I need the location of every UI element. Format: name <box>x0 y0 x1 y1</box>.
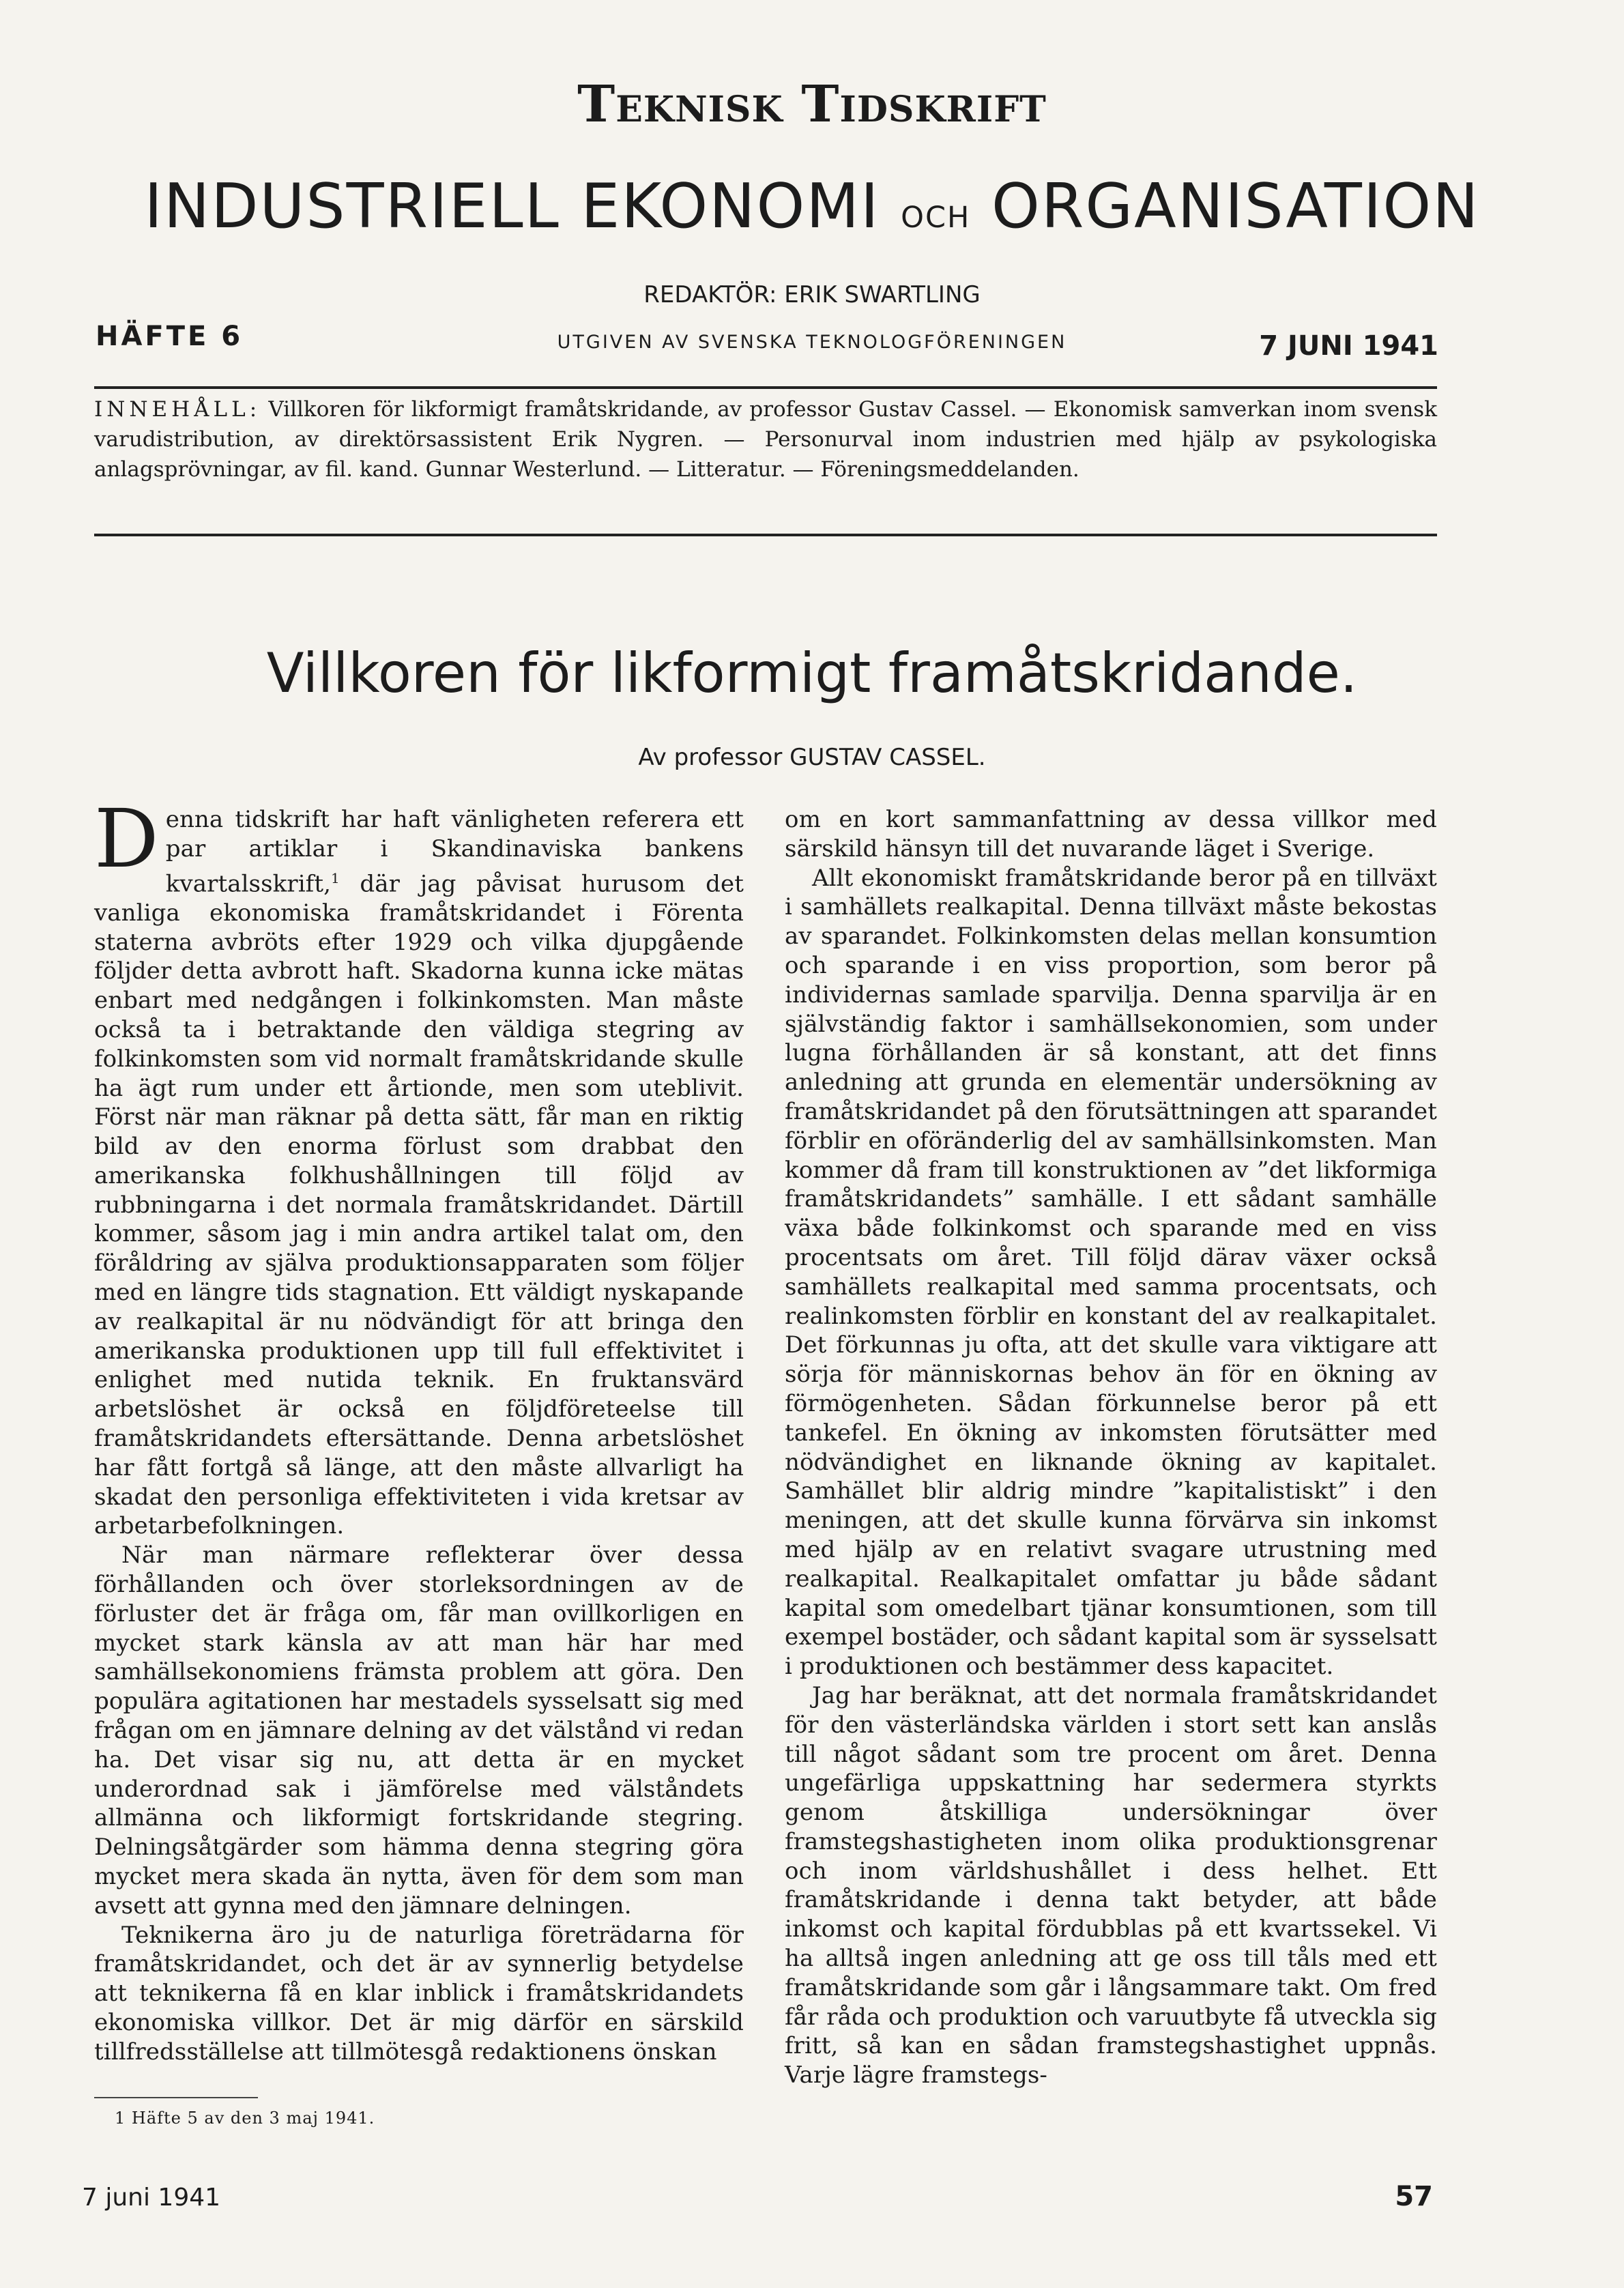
contents-text: Villkoren för likformigt framåtskridande, av professor Gustav Cassel. — Ekonomisk samverkan inom svensk varudistribution, av direktörsassistent Erik Nygren. — Personurval inom industrien med hjälp av psykologiska anlagsprövningar, av fil. kand. Gunnar Westerlund. — Litteratur. — Föreningsmeddelanden. <box>94 397 1437 482</box>
table-of-contents <box>94 394 1437 484</box>
drop-cap: D <box>94 792 159 886</box>
paragraph-text: enna tidskrift har haft vänligheten referera ett par artiklar i Skandinaviska bankens kvartalsskrift, <box>165 806 744 897</box>
publisher-line: UTGIVEN AV SVENSKA TEKNOLOGFÖRENINGEN <box>557 332 1067 353</box>
paragraph: När man närmare reflekterar över dessa förhållanden och över storleksordningen av de förluster det är fråga om, får man ovillkorligen en mycket stark känsla av att man här har med samhällsekonomiens främsta problem att göra. Den populära agitationen har mestadels sysselsatt sig med frågan om en jämnare delning av det välstånd vi redan ha. Det visar sig nu, att detta är en mycket underordnad sak i jämförelse med välståndets allmänna och likformigt fortskridande stegring. Delningsåtgärder som hämma denna stegring göra mycket mera skada än nytta, även för dem som man avsett att gynna med den jämnare delningen. <box>94 1541 744 1920</box>
issue-date: 7 JUNI 1941 <box>1259 330 1438 362</box>
paragraph: om en kort sammanfattning av dessa villkor med särskild hänsyn till det nuvarande läget i Sverige. <box>785 806 1437 863</box>
footer-date: 7 juni 1941 <box>82 2184 221 2212</box>
issue-number: HÄFTE 6 <box>96 321 244 352</box>
paragraph: Allt ekonomiskt framåtskridande beror på en tillväxt i samhällets realkapital. Denna tillväxt måste bekostas av sparandet. Folkinkomsten delas mellan konsumtion och sparande i en viss proportion, som beror på individernas samlade sparvilja. Denna sparvilja är en självständig faktor i samhällsekonomien, som under lugna förhållanden är så konstant, att det finns anledning att grunda en elementär undersökning av framåtskridandet på den förutsättningen att sparandet förblir en oföränderlig del av samhällsinkomsten. Man kommer då fram till konstruktionen av ”det likformiga framåtskridandets” samhälle. I ett sådant samhälle växa både folkinkomst och sparande med en viss procentsats om året. Till följd därav växer också samhällets realkapital med samma procentsats, och realinkomsten förblir en konstant del av realkapitalet. Det förkunnas ju ofta, att det skulle vara viktigare att sörja för människornas behov än för en ökning av förmögenheten. Sådan förkunnelse beror på ett tankefel. En ökning av inkomsten förutsätter med nödvändighet en liknande ökning av kapitalet. Samhället blir aldrig mindre ”kapitalistiskt” i den meningen, att det skulle kunna förvärva sin inkomst med hjälp av en relativt svagare utrustning med realkapital. Realkapitalet omfattar ju både sådant kapital som omedelbart tjänar konsumtionen, som till exempel bostäder, och sådant kapital som är sysselsatt i produktionen och bestämmer dess kapacitet. <box>785 864 1437 1681</box>
contents-top-rule <box>94 386 1437 389</box>
section-title-part-a: INDUSTRIELL EKONOMI <box>144 171 880 242</box>
editor-line: REDAKTÖR: ERIK SWARTLING <box>643 281 981 308</box>
paragraph-text: där jag påvisat hurusom det vanliga ekonomiska framåtskridandet i Förenta staterna avbröts efter 1929 och vilka djupgående följder detta avbrott haft. Skadorna kunna icke mätas enbart med nedgången i folkinkomsten. Man måste också ta i betraktande den väldiga stegring av folkinkomsten som vid normalt framåtskridande skulle ha ägt rum under ett årtionde, men som uteblivit. Först när man räknar på detta sätt, får man en riktig bild av den enorma förlust som drabbat den amerikanska folkhushållningen till följd av rubbningarna i det normala framåtskridandet. Därtill kommer, såsom jag i min andra artikel talat om, den föråldring av själva produktionsapparaten som följer med en längre tids stagnation. Ett väldigt nyskapande av realkapital är nu nödvändigt för att bringa den amerikanska produktionen upp till full effektivitet i enlighet med nutida teknik. En fruktansvärd arbetslöshet är också en följdföreteelse till framåtskridandets eftersättande. Denna arbetslöshet har fått fortgå så länge, att den måste allvarligt ha skadat den personliga effektiviteten i vida kretsar av arbetarbefolkningen. <box>94 869 744 1540</box>
page-number: 57 <box>1395 2181 1433 2212</box>
journal-title: Teknisk Tidskrift <box>577 75 1047 134</box>
footnote: 1 Häfte 5 av den 3 maj 1941. <box>115 2109 375 2128</box>
contents-bottom-rule <box>94 534 1437 536</box>
footnote-marker: 1 <box>331 869 340 886</box>
footnote-rule <box>94 2097 258 2098</box>
section-title <box>0 171 1624 242</box>
section-title-och: och <box>901 188 971 237</box>
article-column-left <box>94 792 744 2067</box>
contents-lead: INNEHÅLL: <box>94 397 261 422</box>
paragraph <box>94 792 744 1541</box>
paragraph: Jag har beräknat, att det normala framåtskridandet för den västerländska världen i stort sett kan anslås till något sådant som tre procent om året. Denna ungefärliga uppskattning har sedermera styrkts genom åtskilliga undersökningar över framstegshastigheten inom olika produktionsgrenar och inom världshushållet i dess helhet. Ett framåtskridande i denna takt betyder, att både inkomst och kapital fördubblas på ett kvartssekel. Vi ha alltså ingen anledning att ge oss till tåls med ett framåtskridande som går i långsammare takt. Om fred får råda och produktion och varuutbyte få utveckla sig fritt, så kan en sådan framstegshastighet uppnås. Varje lägre framstegs- <box>785 1681 1437 2089</box>
paragraph: Teknikerna äro ju de naturliga företrädarna för framåtskridandet, och det är av synnerlig betydelse att teknikerna få en klar inblick i framåtskridandets ekonomiska villkor. Det är mig därför en särskild tillfredsställelse att tillmötesgå redaktionens önskan <box>94 1921 744 2066</box>
article-byline: Av professor GUSTAV CASSEL. <box>638 744 986 771</box>
section-title-part-b: ORGANISATION <box>991 171 1480 242</box>
article-title: Villkoren för likformigt framåtskridande. <box>266 641 1358 705</box>
article-column-right <box>785 805 1437 2090</box>
